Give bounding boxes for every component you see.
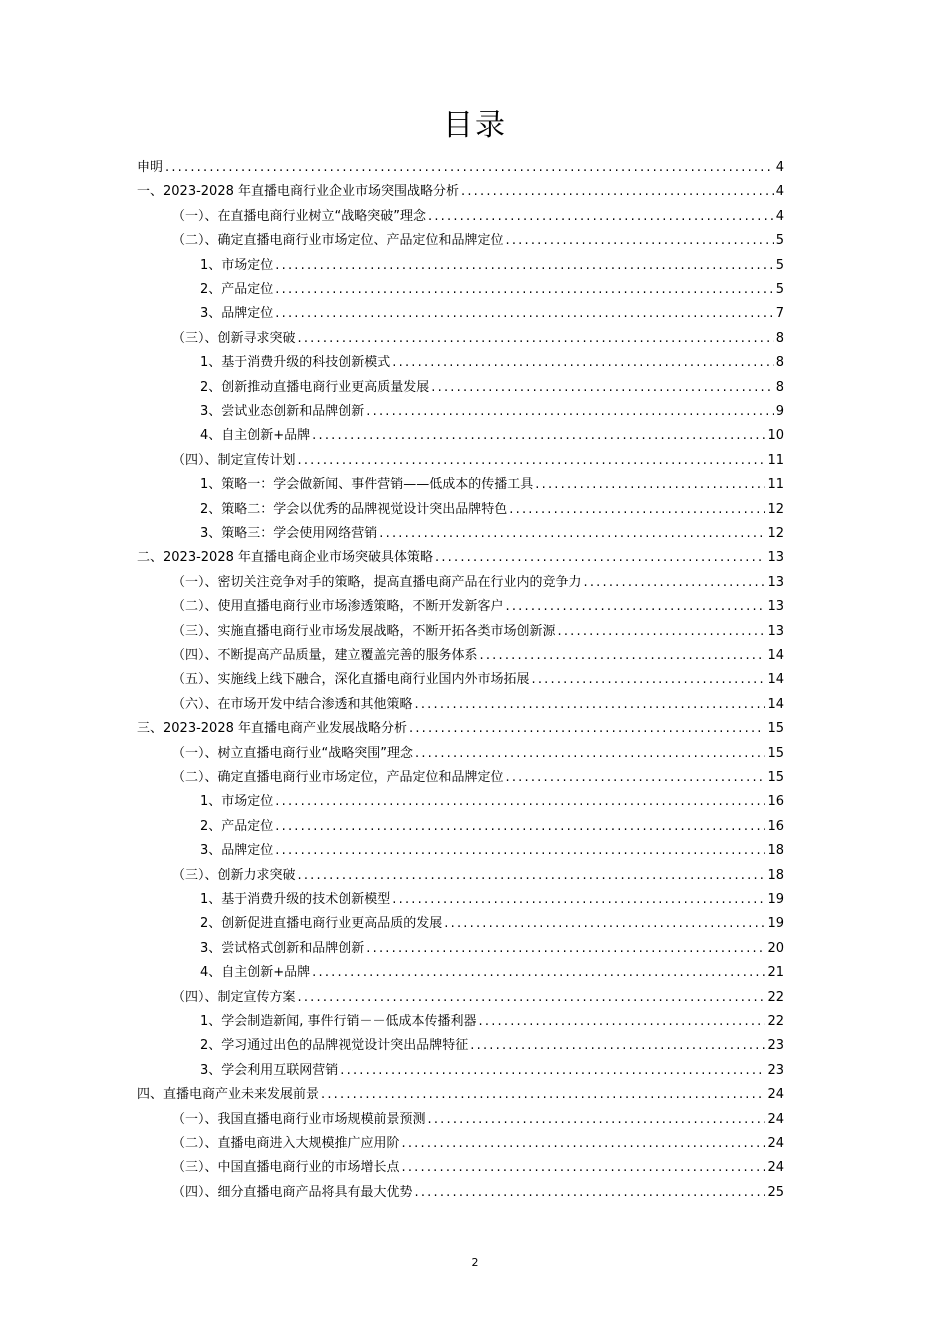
toc-entry-title: 4、自主创新+品牌 — [200, 965, 311, 981]
toc-entry[interactable] — [137, 182, 784, 202]
toc-entry-page: 13 — [767, 623, 784, 639]
toc-entry[interactable] — [137, 548, 784, 568]
toc-entry-page: 5 — [775, 282, 784, 297]
toc-entry-page: 13 — [767, 599, 784, 615]
toc-dot-leader — [392, 890, 765, 910]
toc-entry-page: 14 — [767, 696, 784, 712]
toc-entry[interactable] — [172, 866, 784, 886]
toc-entry-title: 2、策略二：学会以优秀的品牌视觉设计突出品牌特色 — [200, 501, 508, 517]
toc-dot-leader — [415, 695, 766, 715]
toc-entry-title: （四）、制定宣传方案 — [172, 989, 296, 1005]
toc-entry[interactable] — [172, 231, 784, 251]
toc-entry-title: 3、尝试格式创新和品牌创新 — [200, 940, 365, 956]
toc-dot-leader — [275, 792, 765, 812]
toc-entry-title: 2、产品定位 — [200, 282, 274, 297]
toc-entry-title: （一）、密切关注竞争对手的策略，提高直播电商产品在行业内的竞争力 — [172, 574, 582, 590]
toc-dot-leader — [535, 475, 765, 495]
toc-entry[interactable] — [172, 622, 784, 642]
toc-entry-title: 3、学会利用互联网营销 — [200, 1062, 339, 1078]
toc-entry-title: 3、品牌定位 — [200, 843, 274, 859]
toc-dot-leader — [340, 1061, 765, 1081]
toc-entry[interactable] — [200, 1036, 784, 1056]
toc-entry-page: 18 — [767, 843, 784, 859]
toc-entry-page: 22 — [767, 1014, 784, 1029]
toc-entry[interactable] — [200, 426, 784, 446]
toc-entry-page: 15 — [767, 721, 784, 737]
toc-entry[interactable] — [200, 1061, 784, 1081]
toc-dot-leader — [275, 256, 773, 276]
toc-entry-page: 13 — [767, 550, 784, 566]
toc-entry-title: 1、基于消费升级的科技创新模式 — [200, 355, 391, 371]
toc-entry-page: 19 — [767, 916, 784, 932]
toc-entry-page: 14 — [767, 648, 784, 663]
toc-dot-leader — [509, 500, 765, 520]
toc-entry-title: 1、学会制造新闻, 事件行销－－低成本传播利器 — [200, 1014, 477, 1029]
toc-entry-title: 2、产品定位 — [200, 818, 274, 834]
toc-entry-title: （二）、使用直播电商行业市场渗透策略，不断开发新客户 — [172, 599, 504, 615]
toc-dot-leader — [461, 182, 774, 202]
toc-dot-leader — [366, 939, 765, 959]
toc-dot-leader — [298, 451, 766, 471]
toc-entry[interactable] — [172, 1183, 784, 1203]
toc-entry-title: 1、市场定位 — [200, 257, 274, 273]
toc-entry-page: 8 — [775, 330, 784, 346]
toc-entry-page: 24 — [767, 1160, 784, 1176]
toc-entry[interactable] — [172, 744, 784, 764]
toc-dot-leader — [165, 158, 774, 178]
toc-entry-page: 23 — [767, 1062, 784, 1078]
toc-entry-page: 5 — [775, 233, 784, 249]
toc-entry-title: 申明 — [137, 160, 164, 175]
toc-entry-title: （六）、在市场开发中结合渗透和其他策略 — [172, 696, 413, 712]
toc-entry-page: 20 — [767, 940, 784, 956]
toc-dot-leader — [321, 1085, 765, 1105]
toc-entry[interactable] — [200, 792, 784, 812]
toc-dot-leader — [298, 866, 766, 886]
toc-entry-title: （四）、制定宣传计划 — [172, 452, 296, 468]
toc-entry[interactable] — [172, 573, 784, 593]
toc-dot-leader — [506, 768, 766, 788]
page-number: 2 — [471, 1256, 479, 1269]
toc-entry-title: 一、2023-2028 年直播电商行业企业市场突围战略分析 — [137, 184, 459, 200]
toc-entry[interactable] — [200, 524, 784, 544]
toc-entry[interactable] — [200, 353, 784, 373]
toc-entry-title: （一）、树立直播电商行业“战略突围”理念 — [172, 745, 413, 761]
toc-dot-leader — [431, 378, 773, 398]
toc-entry-page: 8 — [775, 379, 784, 395]
toc-dot-leader — [379, 524, 765, 544]
toc-entry-page: 15 — [767, 770, 784, 785]
toc-dot-leader — [506, 597, 766, 617]
toc-dot-leader — [312, 963, 765, 983]
toc-entry[interactable] — [172, 1110, 784, 1130]
toc-dot-leader — [298, 329, 774, 349]
toc-entry-page: 13 — [767, 574, 784, 590]
toc-entry[interactable] — [200, 475, 784, 495]
toc-dot-leader — [392, 353, 773, 373]
toc-entry-title: （四）、细分直播电商产品将具有最大优势 — [172, 1184, 413, 1200]
toc-entry[interactable] — [172, 597, 784, 617]
toc-entry-page: 9 — [775, 404, 784, 419]
toc-entry[interactable] — [137, 158, 784, 178]
toc-entry-title: （一）、在直播电商行业树立“战略突破”理念 — [172, 208, 426, 224]
toc-entry-page: 4 — [775, 184, 784, 200]
toc-entry-page: 12 — [767, 501, 784, 517]
toc-dot-leader — [480, 646, 766, 666]
toc-dot-leader — [584, 573, 766, 593]
toc-entry-title: （五）、实施线上线下融合，深化直播电商行业国内外市场拓展 — [172, 672, 530, 688]
toc-dot-leader — [366, 402, 773, 422]
toc-entry[interactable] — [200, 914, 784, 934]
toc-dot-leader — [428, 1110, 766, 1130]
toc-entry-page: 18 — [767, 867, 784, 883]
toc-entry-title: （一）、我国直播电商行业市场规模前景预测 — [172, 1111, 426, 1127]
toc-dot-leader — [402, 1134, 766, 1154]
toc-entry-page: 5 — [775, 257, 784, 273]
toc-entry-title: （二）、确定直播电商行业市场定位，产品定位和品牌定位 — [172, 770, 504, 785]
toc-entry-title: （三）、创新力求突破 — [172, 867, 296, 883]
toc-entry[interactable] — [172, 988, 784, 1008]
toc-entry-title: （四）、不断提高产品质量，建立覆盖完善的服务体系 — [172, 648, 478, 663]
toc-entry-page: 16 — [767, 794, 784, 810]
toc-entry[interactable] — [172, 207, 784, 227]
toc-entry-page: 24 — [767, 1136, 784, 1151]
toc-dot-leader — [428, 207, 774, 227]
toc-entry-title: 4、自主创新+品牌 — [200, 428, 311, 444]
toc-entry-title: （三）、创新寻求突破 — [172, 330, 296, 346]
toc-dot-leader — [275, 817, 765, 837]
toc-dot-leader — [312, 426, 765, 446]
toc-entry-page: 12 — [767, 526, 784, 541]
toc-entry[interactable] — [172, 695, 784, 715]
toc-entry[interactable] — [172, 670, 784, 690]
toc-entry[interactable] — [200, 1012, 784, 1032]
toc-entry[interactable] — [200, 939, 784, 959]
toc-entry[interactable] — [200, 402, 784, 422]
toc-entry-title: 1、基于消费升级的技术创新模型 — [200, 892, 391, 907]
toc-entry[interactable] — [172, 451, 784, 471]
toc-entry-title: （二）、确定直播电商行业市场定位、产品定位和品牌定位 — [172, 233, 504, 249]
toc-dot-leader — [275, 304, 773, 324]
toc-entry[interactable] — [172, 1134, 784, 1154]
toc-entry-page: 8 — [775, 355, 784, 371]
toc-dot-leader — [275, 280, 773, 300]
toc-entry-page: 23 — [767, 1038, 784, 1054]
toc-entry-title: 3、品牌定位 — [200, 306, 274, 322]
toc-entry-page: 14 — [767, 672, 784, 688]
toc-entry-page: 16 — [767, 818, 784, 834]
toc-entry-title: 2、学习通过出色的品牌视觉设计突出品牌特征 — [200, 1038, 469, 1054]
toc-dot-leader — [402, 1158, 766, 1178]
toc-dot-leader — [415, 1183, 766, 1203]
toc-entry[interactable] — [200, 256, 784, 276]
toc-dot-leader — [532, 670, 766, 690]
toc-entry-page: 11 — [767, 477, 784, 493]
toc-entry-title: 四、直播电商产业未来发展前景 — [137, 1087, 320, 1103]
toc-dot-leader — [558, 622, 766, 642]
toc-entry[interactable] — [200, 280, 784, 300]
toc-entry-page: 22 — [767, 989, 784, 1005]
toc-entry-page: 4 — [775, 160, 784, 175]
toc-dot-leader — [409, 719, 765, 739]
toc-entry-title: 1、策略一：学会做新闻、事件营销——低成本的传播工具 — [200, 477, 534, 493]
toc-dot-leader — [470, 1036, 765, 1056]
toc-entry-title: 3、尝试业态创新和品牌创新 — [200, 404, 365, 419]
toc-entry[interactable] — [172, 1158, 784, 1178]
toc-entry-title: （三）、实施直播电商行业市场发展战略，不断开拓各类市场创新源 — [172, 623, 556, 639]
toc-entry-page: 19 — [767, 892, 784, 907]
toc-dot-leader — [444, 914, 765, 934]
toc-entry-page: 15 — [767, 745, 784, 761]
toc-entry-page: 4 — [775, 208, 784, 224]
toc-dot-leader — [479, 1012, 766, 1032]
toc-entry-page: 24 — [767, 1111, 784, 1127]
toc-dot-leader — [435, 548, 765, 568]
toc-entry-title: 1、市场定位 — [200, 794, 274, 810]
toc-entry-page: 21 — [767, 965, 784, 981]
toc-entry-title: （三）、中国直播电商行业的市场增长点 — [172, 1160, 400, 1176]
toc-entry-title: 二、2023-2028 年直播电商企业市场突破具体策略 — [137, 550, 433, 566]
toc-entry[interactable] — [200, 890, 784, 910]
toc-entry-page: 11 — [767, 452, 784, 468]
toc-entry-page: 10 — [767, 428, 784, 444]
toc-entry[interactable] — [172, 768, 784, 788]
toc-entry-title: 三、2023-2028 年直播电商产业发展战略分析 — [137, 721, 407, 737]
toc-dot-leader — [415, 744, 765, 764]
toc-entry[interactable] — [172, 329, 784, 349]
toc-dot-leader — [506, 231, 774, 251]
toc-entry-title: （二）、直播电商进入大规模推广应用阶 — [172, 1136, 400, 1151]
toc-entry[interactable] — [200, 963, 784, 983]
toc-entry[interactable] — [172, 646, 784, 666]
toc-entry-page: 25 — [767, 1184, 784, 1200]
toc-entry[interactable] — [200, 817, 784, 837]
toc-dot-leader — [298, 988, 766, 1008]
toc-entry-title: 3、策略三：学会使用网络营销 — [200, 526, 378, 541]
toc-entry-title: 2、创新推动直播电商行业更高质量发展 — [200, 379, 430, 395]
toc-entry-page: 7 — [775, 306, 784, 322]
toc-entry[interactable] — [200, 378, 784, 398]
toc-entry[interactable] — [200, 841, 784, 861]
toc-entry-page: 24 — [767, 1087, 784, 1103]
toc-entry[interactable] — [137, 1085, 784, 1105]
page-title: 目录 — [443, 108, 507, 143]
toc-entry[interactable] — [137, 719, 784, 739]
toc-entry[interactable] — [200, 304, 784, 324]
toc-entry[interactable] — [200, 500, 784, 520]
toc-entry-title: 2、创新促进直播电商行业更高品质的发展 — [200, 916, 443, 932]
toc-dot-leader — [275, 841, 765, 861]
